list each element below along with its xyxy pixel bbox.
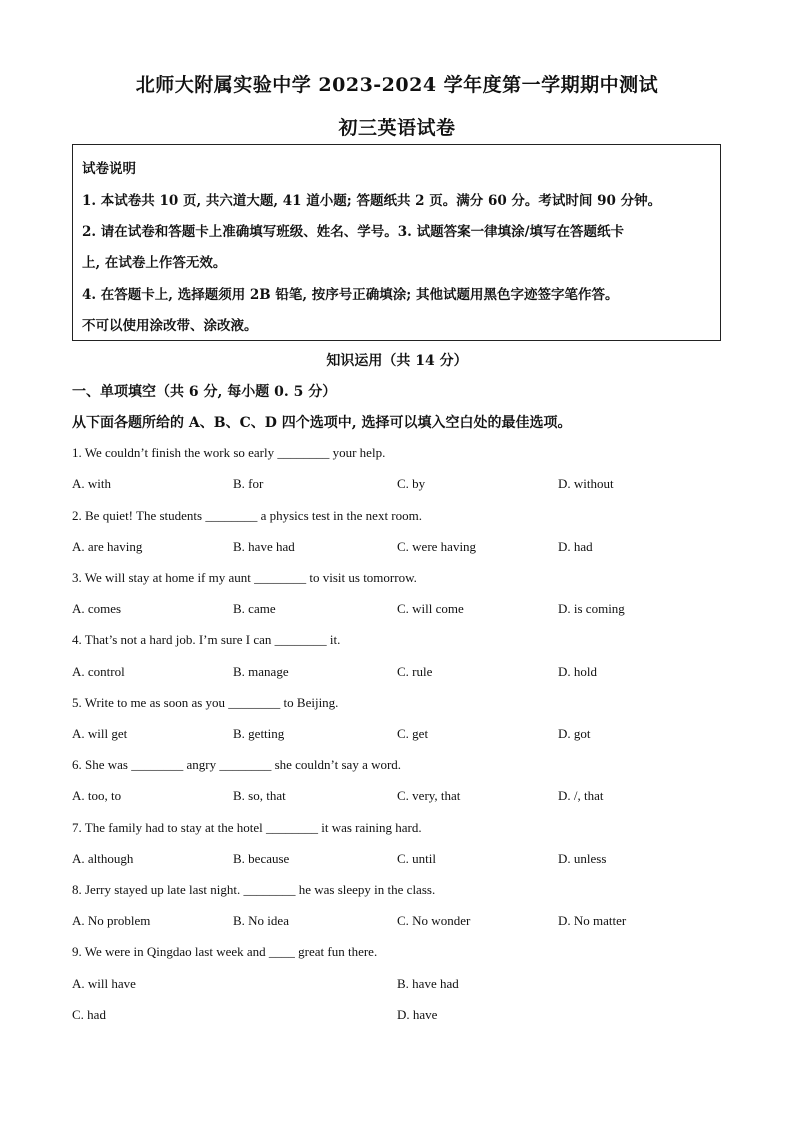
question-option: D. without — [558, 476, 614, 491]
question-option: A. will get — [72, 726, 128, 741]
question-option: C. get — [397, 726, 429, 741]
question-option: D. unless — [558, 851, 607, 866]
question-stem: 5. Write to me as soon as you ________ to Beijing. — [72, 695, 339, 710]
question-option: B. getting — [233, 726, 285, 741]
exam-subtitle: 初三英语试卷 — [338, 117, 456, 139]
question-option: B. for — [233, 476, 264, 491]
question-option: A. comes — [72, 601, 122, 616]
question-option: B. manage — [233, 664, 289, 679]
question-option: A. with — [72, 476, 111, 491]
question-option: D. /, that — [558, 788, 604, 803]
question-stem: 9. We were in Qingdao last week and ____ great fun there. — [72, 944, 378, 959]
question-option: A. No problem — [72, 913, 151, 928]
question-option: D. have — [397, 1007, 438, 1022]
question-option: B. No idea — [233, 913, 289, 928]
instruction-line: 2. 请在试卷和答题卡上准确填写班级、姓名、学号。3. 试题答案一律填涂/填写在答题纸卡 — [82, 224, 625, 240]
question-option: D. had — [558, 539, 593, 554]
question-stem: 6. She was ________ angry ________ she couldn’t say a word. — [72, 757, 402, 772]
question-option: B. have had — [397, 976, 459, 991]
question-option: C. until — [397, 851, 437, 866]
instruction-line: 1. 本试卷共 10 页, 共六道大题, 41 道小题; 答题纸共 2 页。满分 60 分。考试时间 90 分钟。 — [82, 193, 662, 209]
instruction-line: 4. 在答题卡上, 选择题须用 2B 铅笔, 按序号正确填涂; 其他试题用黑色字迹签字笔作答。 — [82, 287, 619, 303]
exam-title: 北师大附属实验中学 2023-2024 学年度第一学期期中测试 — [135, 74, 659, 96]
question-option: B. so, that — [233, 788, 286, 803]
question-option: A. are having — [72, 539, 143, 554]
instruction-line: 不可以使用涂改带、涂改液。 — [82, 318, 258, 334]
instruction-line: 上, 在试卷上作答无效。 — [82, 255, 227, 271]
question-option: C. had — [72, 1007, 106, 1022]
question-option: A. will have — [72, 976, 136, 991]
question-option: B. came — [233, 601, 276, 616]
question-option: A. too, to — [72, 788, 122, 803]
question-stem: 2. Be quiet! The students ________ a physics test in the next room. — [72, 508, 422, 523]
question-option: A. control — [72, 664, 125, 679]
question-option: B. because — [233, 851, 290, 866]
question-stem: 7. The family had to stay at the hotel ________ it was raining hard. — [72, 820, 422, 835]
question-option: C. very, that — [397, 788, 461, 803]
section-direction: 从下面各题所给的 A、B、C、D 四个选项中, 选择可以填入空白处的最佳选项。 — [72, 415, 572, 431]
instructions-box — [72, 144, 721, 341]
question-option: C. No wonder — [397, 913, 471, 928]
question-stem: 1. We couldn’t finish the work so early ________ your help. — [72, 445, 386, 460]
question-option: D. No matter — [558, 913, 627, 928]
question-option: D. hold — [558, 664, 597, 679]
section-title: 一、单项填空（共 6 分, 每小题 0. 5 分） — [72, 384, 337, 400]
instructions-heading: 试卷说明 — [82, 161, 136, 177]
question-option: B. have had — [233, 539, 295, 554]
question-option: C. by — [397, 476, 426, 491]
question-option: A. although — [72, 851, 134, 866]
question-option: D. is coming — [558, 601, 625, 616]
question-option: D. got — [558, 726, 591, 741]
question-option: C. were having — [397, 539, 477, 554]
question-stem: 3. We will stay at home if my aunt ________ to visit us tomorrow. — [72, 570, 417, 585]
part-title: 知识运用（共 14 分） — [326, 353, 468, 369]
question-option: C. rule — [397, 664, 433, 679]
question-stem: 4. That’s not a hard job. I’m sure I can ________ it. — [72, 632, 341, 647]
question-option: C. will come — [397, 601, 464, 616]
question-stem: 8. Jerry stayed up late last night. ________ he was sleepy in the class. — [72, 882, 436, 897]
